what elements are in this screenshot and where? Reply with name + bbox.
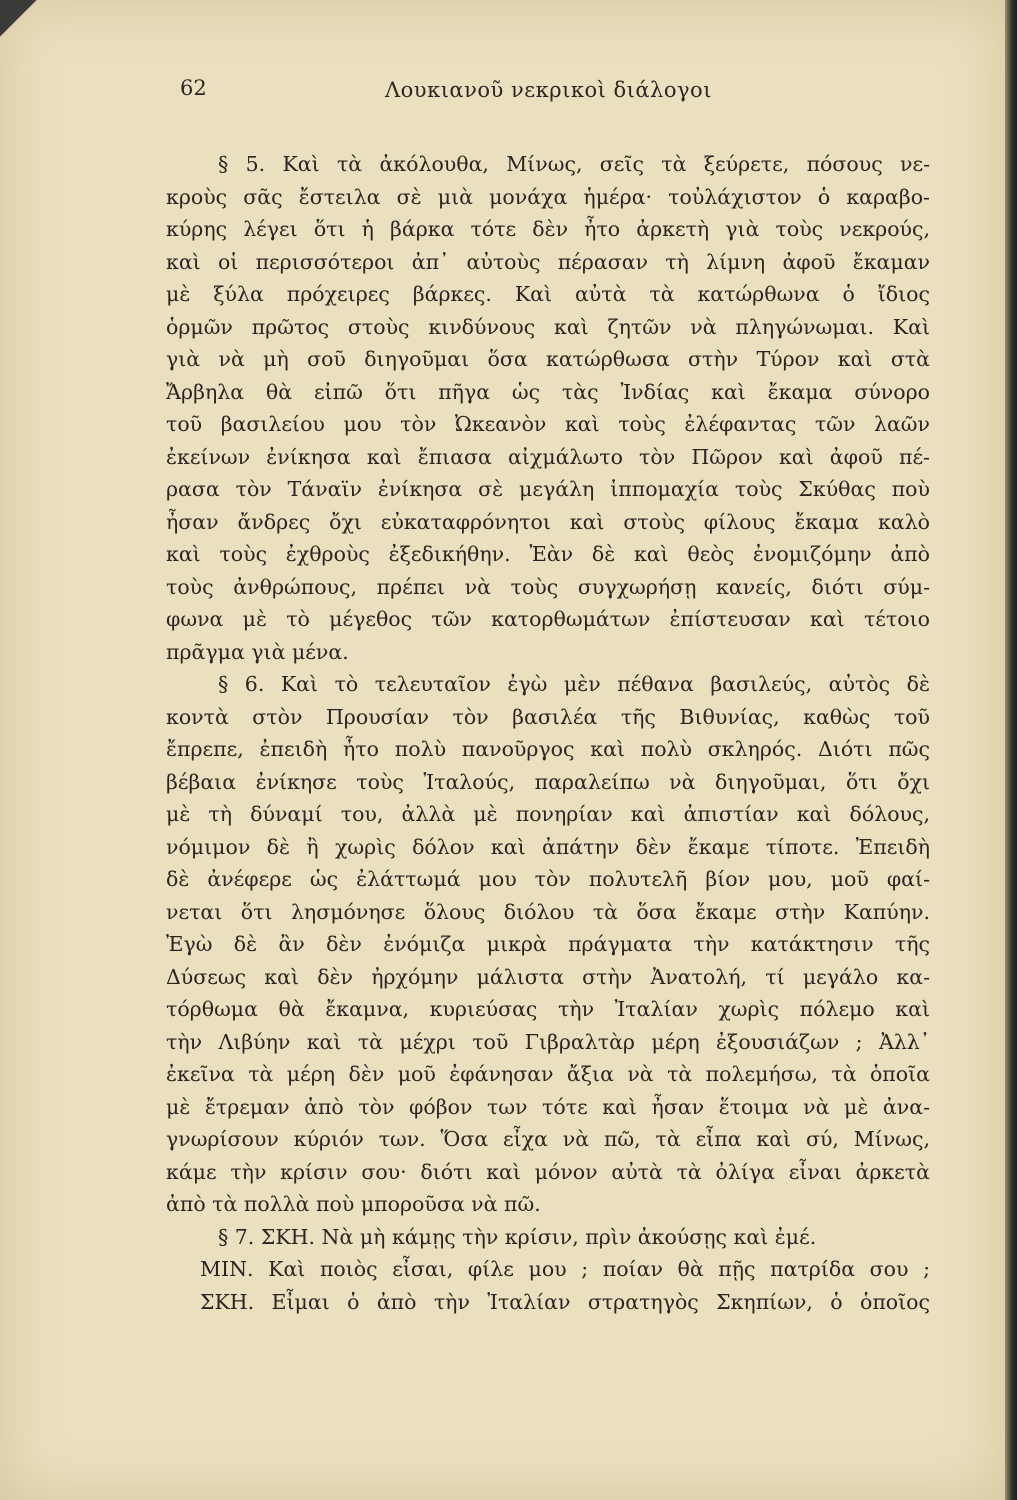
text-line: τοὺς ἀνθρώπους, πρέπει νὰ τοὺς συγχωρήσῃ κανείς, διότι σύμ- [166, 574, 930, 599]
text-line: πρᾶγμα γιὰ μένα. [166, 639, 349, 664]
text-line: ἐκεῖνα τὰ μέρη δὲν μοῦ ἐφάνησαν ἄξια νὰ τὰ πολεμήσω, τὰ ὁποῖα [166, 1062, 930, 1086]
text-line: ΣΚΗ. Εἶμαι ὁ ἀπὸ τὴν Ἰταλίαν στρατηγὸς Σκηπίων, ὁ ὁποῖος [200, 1289, 930, 1314]
text-line: ἔπρεπε, ἐπειδὴ ἦτο πολὺ πανοῦργος καὶ πολὺ σκληρός. Διότι πῶς [166, 737, 930, 761]
page-corner [0, 0, 70, 50]
text-line: ὁρμῶν πρῶτος στοὺς κινδύνους καὶ ζητῶν νὰ πληγώνωμαι. Καὶ [166, 314, 930, 339]
book-edge [1005, 0, 1017, 1500]
text-line: Ἄρβηλα θὰ εἰπῶ ὅτι πῆγα ὡς τὰς Ἰνδίας καὶ ἔκαμα σύνορο [166, 379, 930, 404]
text-line: κάμε τὴν κρίσιν σου· διότι καὶ μόνον αὐτὰ τὰ ὀλίγα εἶναι ἀρκετὰ [166, 1159, 930, 1184]
text-line: μὲ τὴ δύναμί του, ἀλλὰ μὲ πονηρίαν καὶ ἀπιστίαν καὶ δόλους, [166, 802, 930, 826]
text-line: § 6. Καὶ τὸ τελευταῖον ἐγὼ μὲν πέθανα βασιλεύς, αὐτὸς δὲ [218, 672, 930, 696]
body-text [166, 148, 930, 1318]
running-title: Λουκιανοῦ νεκρικοὶ διάλογοι [385, 78, 712, 102]
text-line: ἐκείνων ἐνίκησα καὶ ἔπιασα αἰχμάλωτο τὸν Πῶρον καὶ ἀφοῦ πέ- [166, 444, 930, 469]
text-line: § 7. ΣΚΗ. Νὰ μὴ κάμῃς τὴν κρίσιν, πρὶν ἀκούσῃς καὶ ἐμέ. [218, 1224, 817, 1249]
text-line: Δύσεως καὶ δὲν ἠρχόμην μάλιστα στὴν Ἀνατολή, τί μεγάλο κα- [166, 964, 930, 989]
text-line: κύρης λέγει ὅτι ἡ βάρκα τότε δὲν ἦτο ἀρκετὴ γιὰ τοὺς νεκρούς, [166, 217, 930, 241]
text-line: μὲ ξύλα πρόχειρες βάρκες. Καὶ αὐτὰ τὰ κατώρθωνα ὁ ἴδιος [166, 282, 930, 306]
text-line: τόρθωμα θὰ ἔκαμνα, κυριεύσας τὴν Ἰταλίαν χωρὶς πόλεμο καὶ [166, 997, 930, 1021]
text-line: Ἐγὼ δὲ ἂν δὲν ἐνόμιζα μικρὰ πράγματα τὴν κατάκτησιν τῆς [166, 932, 930, 956]
text-line: νεται ὅτι λησμόνησε ὅλους διόλου τὰ ὅσα ἔκαμε στὴν Καπύην. [166, 899, 930, 924]
text-line: νόμιμον δὲ ἢ χωρὶς δόλον καὶ ἀπάτην δὲν ἔκαμε τίποτε. Ἐπειδὴ [166, 834, 930, 859]
text-line: βέβαια ἐνίκησε τοὺς Ἰταλούς, παραλείπω νὰ διηγοῦμαι, ὅτι ὄχι [166, 769, 930, 794]
text-line: γνωρίσουν κύριόν των. Ὅσα εἶχα νὰ πῶ, τὰ εἶπα καὶ σύ, Μίνως, [166, 1127, 930, 1151]
text-line: ἦσαν ἄνδρες ὄχι εὐκαταφρόνητοι καὶ στοὺς φίλους ἔκαμα καλὸ [166, 509, 930, 534]
text-line: φωνα μὲ τὸ μέγεθος τῶν κατορθωμάτων ἐπίστευσαν καὶ τέτοιο [166, 607, 930, 631]
text-line: § 5. Καὶ τὰ ἀκόλουθα, Μίνως, σεῖς τὰ ξεύρετε, πόσους νε- [218, 152, 930, 176]
text-line: ρασα τὸν Τάναϊν ἐνίκησα σὲ μεγάλη ἱππομαχία τοὺς Σκύθας ποὺ [166, 477, 930, 501]
text-line: ΜΙΝ. Καὶ ποιὸς εἶσαι, φίλε μου ; ποίαν θὰ πῇς πατρίδα σου ; [200, 1257, 930, 1281]
text-line: ἀπὸ τὰ πολλὰ ποὺ μποροῦσα νὰ πῶ. [166, 1192, 541, 1216]
text-line: κροὺς σᾶς ἔστειλα σὲ μιὰ μονάχα ἡμέρα· τοὐλάχιστον ὁ καραβο- [166, 184, 930, 209]
page-number: 62 [180, 76, 207, 100]
text-line: καὶ τοὺς ἐχθροὺς ἐξεδικήθην. Ἐὰν δὲ καὶ θεὸς ἐνομιζόμην ἀπὸ [166, 542, 930, 566]
text-line: δὲ ἀνέφερε ὡς ἐλάττωμά μου τὸν πολυτελῆ βίον μου, μοῦ φαί- [166, 867, 930, 891]
page-header [0, 76, 1005, 116]
text-line: τὴν Λιβύην καὶ τὰ μέχρι τοῦ Γιβραλτὰρ μέρη ἐξουσιάζων ; Ἀλλ᾽ [166, 1029, 930, 1054]
text-line: κοντὰ στὸν Προυσίαν τὸν βασιλέα τῆς Βιθυνίας, καθὼς τοῦ [166, 704, 930, 729]
text-line: γιὰ νὰ μὴ σοῦ διηγοῦμαι ὅσα κατώρθωσα στὴν Τύρον καὶ στὰ [166, 347, 930, 371]
text-line: μὲ ἔτρεμαν ἀπὸ τὸν φόβον των τότε καὶ ἦσαν ἕτοιμα νὰ μὲ ἀνα- [166, 1094, 930, 1119]
text-line: καὶ οἱ περισσότεροι ἀπ᾽ αὐτοὺς πέρασαν τὴ λίμνη ἀφοῦ ἔκαμαν [166, 249, 930, 274]
text-line: τοῦ βασιλείου μου τὸν Ὠκεανὸν καὶ τοὺς ἐλέφαντας τῶν λαῶν [166, 412, 930, 436]
